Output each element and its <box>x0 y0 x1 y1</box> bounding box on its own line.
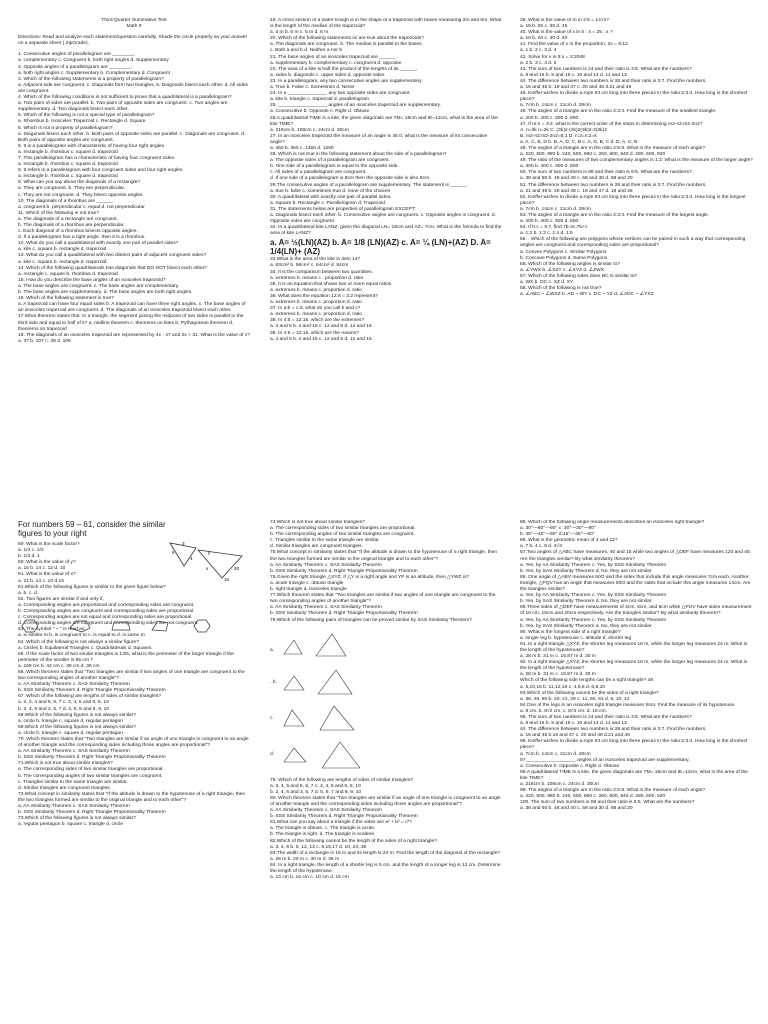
question-line: 55. . Which of the following are polygons whose vertices can be paired in such a way that corresponding angles are congruent and corresponding sides are proportional? <box>520 237 746 249</box>
question-line: A. n=3k n=2k C. (3k)2-(2k)2(3k)2-2(2k)2 <box>520 127 607 133</box>
questions-74-78 <box>270 520 502 624</box>
kite-area-formula-choices: a. A= ½(LN)(AZ) b. A= 1/8 (LN)(AZ) c. A= ¼ (LN)+(AZ) D. A= 1/4(LN)+ (AZ) <box>270 238 491 257</box>
question-line: a. Consecutive b. Opposite c. Right d. Obtuse <box>270 109 370 115</box>
question-line: b. SSS Similarity Theorem d. Right Triangle Proportionality Theorem <box>18 688 166 694</box>
question-line: 25. __________________ angles of an isosceles trapezoid are supplementary. <box>270 103 441 109</box>
question-line: a. kite c. square b. rectangle d. trapezoid <box>18 247 107 253</box>
question-line: a. acute triangle c. obtuse triangle <box>270 580 344 586</box>
question-line: a. 7cm b. 14cm c. 21cm d. 28cm <box>520 206 591 212</box>
question-line: 96. Kieffer wishes to divide a rope 63 cm long into three pieces in the ratio 2:3:4. How long is the shortest piece? <box>520 739 748 751</box>
option-d-label: d. <box>270 751 275 757</box>
question-line: a. 3, 4, 5 and 5, 6, 7 c. 3, 4, 5 and 6, 8, 10 <box>270 783 361 789</box>
question-line: 72.What concept in similarity states that "If the altitude is drawn to the hypotenuse of a right triangle, then the two triangles formed are similar to the original triangle and to each other"? <box>18 791 246 803</box>
question-line: 64. Which of the following is not always a similar figure? <box>18 639 139 645</box>
question-line: 95. The sum of two numbers is 24 and their ratio is 3:5. What are the numbers? <box>520 715 692 720</box>
question-line: a. 220, 600, 980 b. 240, 600, 960 c. 260, 600, 940 d. 280, 600, 920 <box>520 152 666 158</box>
question-line: a. AA Similarity Theorem c. SAS Similarity Theorem <box>270 808 382 814</box>
question-line: 34. It is the comparison between two quantities. <box>270 269 374 275</box>
question-line: a. Adjacent side are congruent. c. Diagonals form two triangles. b. Diagonals bisect each other. d. All sides are congruent. <box>18 82 248 94</box>
question-line: 36. What does the equation 12:8 = 3:2 represent? <box>270 293 378 299</box>
question-line: a. both right angles c. Supplementary b. Complementary d. Congruent <box>18 70 170 76</box>
question-line: 38. In 4:5 = 12:15, which are the means? <box>270 330 359 336</box>
question-line: a. AA Similarity Theorem c. SAS Similarity Theorem <box>270 562 382 568</box>
column-1-bottom <box>18 520 250 1020</box>
option-a-label: a. <box>270 647 275 653</box>
question-line: b. The triangle is right. d. The triangle is scalene. <box>270 832 376 838</box>
question-line: a. 8 cm. b. 8√2 cm. c. 8√3 cm. d. 16 cm. <box>520 708 607 714</box>
question-line: 79. Which of the following are lengths of sides of similar triangles? <box>270 777 413 783</box>
question-line: a. 13 cm b. 16 cm c. 10 cm d. 15 cm <box>270 875 349 881</box>
question-line: 47. If m:n = 3:2, what is the correct order of the steps in determining m2-n2:m2-2n2? <box>520 121 703 127</box>
question-line: 60. What is the value of y? <box>18 560 76 566</box>
question-line: a. 216cm b. 108cm c. 24cm d. 30cm <box>520 782 599 788</box>
question-line: a. 4 and 5 b. 4 and 15 c. 12 and 5 d. 12 and 15 <box>270 336 372 342</box>
question-line: a. Circles b. Equilateral Triangles c. Quadrilaterals d. Squares <box>18 645 152 651</box>
label-4: 4 <box>190 556 193 561</box>
question-line: 75.What concept in similarity states that "If the altitude is drawn to the hypotenuse of a right triangle, then the two triangles formed are similar to the original triangle and to each other"? <box>270 550 498 562</box>
questions-19-32 <box>270 18 502 237</box>
question-line: 91. In a right triangle △XYZ, the shorter leg measures 18 m, while the longer leg measures 24 m. What is the length of the hypotenuse? <box>520 641 748 653</box>
pair-a-large-triangle <box>316 634 346 656</box>
question-line: 92. In a right triangle △XYZ, the shorter leg measures 18 m, while the longer leg measures 24 m. What is the length of the hypotenuse? <box>520 660 748 672</box>
question-line: 76.Given the right triangle △XYZ, if △Y is a right angle and YP is an altitude, then △YWZ is? <box>270 574 470 580</box>
question-line: 24. In a ______________, any two opposite sides are congruent. <box>270 91 411 97</box>
question-line: a. They are congruent. b. They are perpendicular. <box>18 186 126 192</box>
question-line: a. Corresponding angles are proportional and corresponding sides are congruent. <box>18 602 195 608</box>
pair-b-small-triangle <box>284 676 304 690</box>
question-line: 58. Which of the following is not true? <box>520 286 602 292</box>
question-line: 63. The symbol " ~ " is read as, <box>18 627 86 633</box>
question-line: 67. Which of the following are lengths of sides of similar triangles? <box>18 694 161 700</box>
question-line: a. Diagonals bisect each other. b. Consecutive angles are congruent. c. Opposite angles is congruent. d. Opposite sides are congruent. <box>270 213 496 225</box>
large-triangle <box>198 550 242 578</box>
question-line: a. 7cm b. 14cm c. 21cm d. 28cm <box>520 103 591 109</box>
pair-c-small-triangle <box>284 710 304 726</box>
question-line: 48. The angles of a triangle are in the ratio 2:5:8. What is the measure of each angle? <box>520 145 706 151</box>
question-line: 100. The sum of two numbers is 88 and their ratio is 6:5. What are the numbers? <box>520 800 695 806</box>
shape-choices-figure <box>18 618 218 634</box>
question-line: a. 18 and 46 b.19 and 47 c. 20 and 48 d.21 and 49 <box>520 733 630 739</box>
question-line: 85. Which of the following angle measurements describes an isosceles right triangle? <box>520 520 705 525</box>
question-line: 26.A quadrilateral TIME is a kite, the given diagonals are TM= 18cm and IE=12cm, what is the area of the kite TIME? <box>270 115 498 127</box>
question-line: 66. Which theorem states that "Two triangles are similar if two angles of one triangle are congruent to the two corresponding angles of another triangle"? <box>18 669 245 682</box>
question-line: 20. Which of the following statements is/ are true about the trapezoids? <box>270 36 424 42</box>
question-line: a. 1 b. 2 c. 3 d. 4 <box>520 48 557 54</box>
question-line: b. Yes, by SAS Similarity Theorem d. No, they are not similar <box>520 568 652 574</box>
question-line: a. kite c. square b. rectangle d. trapezoid <box>18 259 107 265</box>
pair-d-small-triangle <box>284 748 306 762</box>
pair-a-small-triangle <box>284 640 302 654</box>
question-line: a. longer leg b. hypotenuse c. altitude d. shorter leg <box>520 635 632 641</box>
question-line: 19. A cross section of a water trough is in the shape of a trapezoid with bases measuring 2m and 6m. What is the length of the median of the trapezoid? <box>270 18 502 30</box>
question-line: 30. A quadrilateral with exactly one pair of parallel sides. <box>270 194 392 200</box>
question-line: a. Convex Polygons c. Similar Polygons <box>520 249 607 255</box>
label-x: x <box>206 566 209 571</box>
question-line: a. 38 and 50 b. 48 and 40 c. 58 and 30 d. 68 and 20 <box>520 806 633 812</box>
question-line: a. 30°—60°—90° c. 30°—30°—90° <box>520 526 596 532</box>
question-line: 42. Solve for x in 5:x = 3:2048 <box>520 54 585 60</box>
question-line: a. 5,10,15 b. 11,12,16 c. 4,5,6 d. 6,8,10 <box>520 684 606 690</box>
question-line: 15. How do you describe the base angles of an isosceles trapezoid? <box>18 277 166 283</box>
pair-c-large-triangle <box>320 706 354 730</box>
question-line: 49. The ratio of the measures of two complementary angles is 1:2. What is the measure of the larger angle? <box>520 158 753 164</box>
question-line: 94.One of the legs in an isosceles right triangle measures 8cm. Find the measure of its hypotenuse. <box>520 702 736 708</box>
similar-figures-heading: For numbers 59 – 61, consider the similar figures to your right <box>18 520 166 538</box>
question-line: 56. Which of the following angles is similar to? <box>520 261 621 267</box>
question-line: d. If a parallelogram has a right angle, then it is a rhombus. <box>18 235 146 241</box>
question-line: a. AA Similarity Theorem c. SAS Similarity Theorem <box>18 749 130 755</box>
question-line: 40. What is the value of x in 5 : 4 = 25 : x ? <box>520 30 613 36</box>
question-line: 68.Which of the following figures is not always similar? <box>18 712 136 718</box>
question-line: b. Concave Polygons d. Same Polygons <box>520 255 608 261</box>
question-line: a. 8 and 16 b. 9 and 15 c. 10 and 14 d. 11 and 13 <box>520 72 627 78</box>
option-c-label: c. <box>270 715 274 721</box>
given-hexagon <box>22 620 38 632</box>
question-line: c. All sides of a parallelogram are congruent. <box>270 170 367 176</box>
question-line: 53. The angles of a triangle are in the ratio 2:3:4. Find the measure of the largest angle. <box>520 213 710 218</box>
question-line: a. 21 and 49 b. 20 and 48 c. 19 and 47 d. 18 and 46 <box>520 188 633 194</box>
question-line: a. 10 b. 20 c. 30 d. 40 <box>520 36 568 42</box>
question-line: 33.What is the area of the kite in item 14? <box>270 257 361 263</box>
question-line: a. The diagonals are congruent. b. The median is parallel to the bases. <box>270 42 423 48</box>
question-line: a. AA Similarity Theorem c. SAS Similarity Theorem <box>18 682 130 688</box>
question-line: b. SSS Similarity Theorem d. Right Triangle Proportionality Theorem <box>270 814 418 820</box>
questions-33-38 <box>270 257 502 342</box>
question-line: 71.Which is not true about similar triangles? <box>18 761 113 767</box>
question-line: a. extremes b. means c. proportion d. ratio <box>270 312 362 318</box>
question-line: 23. In a parallelogram, any two consecutive angles are supplementary. <box>270 78 423 84</box>
question-line: c. Triangles similar to the same triangle are similar. <box>18 779 128 785</box>
choice-d-shape <box>194 620 210 632</box>
question-line: 90. What is the longest side of a right triangle? <box>520 629 621 635</box>
question-line: c. Both a and b d. Neither a nor b <box>270 48 343 54</box>
question-line: 77.Which theorem states that "Two triangles are similar if two angles of one triangle are congruent to the two corresponding angles of another triangle"? <box>270 593 496 605</box>
question-line: b. The base angles are supplementary. d. The base angles are both right angles. <box>18 290 193 296</box>
question-line: 44. The difference between two numbers is 28 and their ratio is 3:7. Find the numbers. <box>520 727 707 733</box>
question-line: 14. Which of the following quadrilaterals has diagonals that DO NOT bisect each other? <box>18 265 208 271</box>
label-15: 15 <box>224 577 230 582</box>
question-line: a. 3, 4, 5 b. 5, 12, 13 c. 8,15,17 d. 10, 24, 35 <box>270 844 367 850</box>
question-line: c. Corresponding angles are not equal and corresponding sides are proportional. <box>18 615 193 621</box>
question-line: a. The triangle is obtuse. c. The triangle is acute. <box>270 826 376 832</box>
question-line: a. is similar to b. is congruent to c. is equal to d. is same to <box>18 633 145 639</box>
question-line: b. The corresponding angles of two similar triangles are congruent. <box>18 773 163 779</box>
question-line: 27. In an isosceles trapezoid the measure of an angle is 45 0, what is the measure of its consecutive angle? <box>270 133 488 145</box>
question-line: 43. The sum of two numbers is 24 and their ratio is 3:5. What are the numbers? <box>520 66 692 72</box>
question-line: a. circle b. triangle c. square d. regular pentagon <box>18 718 123 724</box>
question-line: 29.The consecutive angles of a parallelogram are supplementary. The statement is ______. <box>270 182 469 188</box>
question-line: 5. Which is not a property of parallelogram? <box>18 125 113 131</box>
question-line: a. 220, 600, 980 b. 240, 600, 960 c. 260, 600, 940 d. 280, 600, 920 <box>520 794 666 800</box>
question-line: 10. The diagonals of a rhombus are ______. <box>18 198 115 204</box>
question-line: a. 2 b. 3 c. 4 d. 5 <box>520 60 557 66</box>
question-line: a. 63cm² b. 56cm² c. 64cm² d. 84cm <box>270 263 349 269</box>
question-line: a. Rhombus b. Isosceles Trapezoid c. Rectangle d. Square <box>18 119 146 125</box>
question-line: a. Square b. Rectangle c. Parallelogram d. Trapezoid <box>270 200 385 206</box>
question-line: 18. The diagonals of an isosceles trapezoid are represented by 4x - 47 and 2x + 31. What is the value of x? a. 37 b. 107 c. 39 d. 109 <box>18 332 250 344</box>
question-line: a. 216cm b. 108cm c. 24cm d. 30cm <box>270 127 349 133</box>
question-line: a. AA Similarity Theorem c. SAS Similarity Theorem <box>18 804 130 810</box>
question-line: a. regular pentagon b. square c. triangle d. circle <box>18 822 123 828</box>
question-line: 3. Which of the following statements is a property of parallelogram? <box>18 76 164 82</box>
question-line: a. 200 b. 400 c. 600 d. 800 <box>520 115 579 121</box>
question-line: 38. In 4:5 = 12:15, which are the extremes? <box>270 318 365 324</box>
question-line: a. 4 and 5 b. 4 and 15 c. 12 and 5 d. 12 and 15 <box>270 324 372 330</box>
question-line: a. A trapezoid can have four equal sides b. A trapezoid can have three right angles. c. The base angles of an isosceles trapezoid are congruent. d. The diagonals of an isosceles trapezoid bisect each other. <box>18 302 246 314</box>
question-line: b. 2, 4, 6 and 3, 5, 7 d. 4, 5, 6 and 8, 9, 10 <box>18 706 110 712</box>
question-line: 46. The angles of a triangle are in the ratio 2:3:4. Find the measure of the smallest triangle. <box>520 109 717 115</box>
label-y: y <box>208 550 211 555</box>
question-line: 39. What is the value of m in 2:5 = 14:m? <box>520 18 610 23</box>
question-line: a. True b. False c. Sometimes d. Never <box>270 85 355 91</box>
question-line: a. extremes b. means c. proportion d. ratio <box>270 300 362 306</box>
question-line: a. supplementary b. complementary c. congruent d. opposite <box>270 60 402 66</box>
question-line: 78.Which of the following pairs of triangles can be proved similar by SAS Similarity Theorem? <box>270 617 472 623</box>
question-line: 52. Kieffer wishes to divide a rope 63 cm long into three pieces in the ratio 2:3:4. How long is the longest piece? <box>520 194 746 206</box>
question-line: 73.Which of the following figures is not always similar? <box>18 816 136 822</box>
question-line: d. Similar triangles are congruent triangles. <box>18 785 111 791</box>
question-line: 13. What do you call a quadrilateral with two distinct pairs of adjacent congruent sides? <box>18 253 207 259</box>
question-line: a. A, C, B, D b. B, A, D, C, B c. A, D, B, C d. D, A, C, B <box>520 139 638 145</box>
question-line: a. ∠YWX b. ∠XZY c. ∠XYZ d. ∠ZWX <box>520 267 605 273</box>
directions: Directions: Read and analyze each statement/question carefully. Shade the circle properly as your answer on a separate sheet ( ZipGrade). <box>18 35 248 47</box>
question-line: a. 28 m b. 31 m c. 15.87 m d. 30 m <box>520 654 596 660</box>
column-3-top <box>520 18 755 438</box>
question-line: 80. Which theorem states that "Two triangles are similar if an angle of one triangle is congruent to an angle of another triangle and the corresponding sides including those angles are proportional"? <box>270 795 501 807</box>
question-line: a. extremes b. means c . proportion d. ratio <box>270 275 364 281</box>
question-line: a. WX b. DC c. XZ d. XY <box>520 280 574 286</box>
question-line: a. b. c. d. <box>18 590 39 596</box>
question-line: 61. What is the value of x? <box>18 572 76 578</box>
question-line: 59. What is the scale factor? <box>18 542 80 547</box>
question-line: 62. Two figures are similar if and only if, <box>18 596 104 602</box>
question-line: a. Two pairs of sides are parallel. b. Two pairs of opposite sides are congruent. c. Two angles are supplementary. d. Two diagonals bisect each other. <box>18 101 228 113</box>
label-20: 20 <box>234 566 240 571</box>
question-line: 86. What is the geometric mean of 4 and 12? <box>520 538 618 544</box>
question-line: a. 7 b. 4 c. 8 d. 4√3 <box>520 544 562 550</box>
column-2-top <box>270 18 502 443</box>
question-line: c. Each diagonal of a rhombus bisects opposite angles. <box>18 229 138 235</box>
question-line: b. 1/3 d. 1 <box>18 554 40 560</box>
question-line: a. 2, 3, 4 and 5, 6, 7 c. 3, 4, 5 and 6, 8, 10 <box>18 700 109 706</box>
questions-85-100 <box>520 520 755 813</box>
question-line: a. rectangle b. rhombus c. square d. trapezoid <box>18 149 118 155</box>
column-3-bottom <box>520 520 755 1020</box>
choice-b-shape <box>112 622 130 630</box>
question-line: 32. In a quadrilateral kite LANZ, given the diagonal LN= 18cm and AZ= 7cm. What is the formula to find the area of kite LANZ? <box>270 225 502 237</box>
question-line: a. Consecutive b. Opposite c. Right d. Obtuse <box>520 763 620 769</box>
triangle-pairs-figure <box>280 628 390 778</box>
question-line: 93.Which of the following cannot be the sides of a right triangle? <box>520 690 659 696</box>
question-line: b. right triangle d. isosceles triangle <box>270 587 347 593</box>
question-line: 44. The difference between two numbers is 28 and their ratio is 3:7. Find the numbers. <box>520 78 707 84</box>
question-line: a. 169 cm b. 42 cm c. 39 cm d. 36 cm <box>18 663 100 669</box>
question-line: a. The base angles are congruent. c. The base angles are complementary. <box>18 283 180 289</box>
question-line: b. 2, 4, 6 and 3, 5, 7 d. 5, 6, 7 and 8, 9, 10 <box>270 789 362 795</box>
question-line: a. rectangle b. rhombus c. square d. trapezoid <box>18 162 118 168</box>
question-line: a. 28 m b. 31 m c. 15.87 m d. 30 m <box>520 672 596 678</box>
question-line: 28. Which is not true in the following statement about the side of a parallelogram? <box>270 152 447 158</box>
question-line: a. 300 b. 400 c. 500 d. 600 <box>520 164 579 170</box>
question-line: c. They are not congruent. d. They bisect opposite angles. <box>18 192 144 198</box>
question-line: 22. The area of a kite is half the product of the lengths of its ______. <box>270 66 418 72</box>
question-line: a. congruent b. perpendicular c. equal d. not perpendicular <box>18 204 145 210</box>
question-line: b. SSS Similarity Theorem d. Right Triangle Proportionality Theorem <box>18 755 166 761</box>
question-line: 17.What theorem states that: In a triangle, the segment joining the midpoint of two sides is parallel to the third side and equal to half of it? a. midline theorem c. theorems on kites b. Pythagorean theorem d. theorems on trapezoid <box>18 314 244 332</box>
questions-59-73 <box>18 542 250 828</box>
questions-39-58 <box>520 18 755 298</box>
question-line: 8. It refers to a parallelogram with four congruent sides and four right angles. <box>18 168 184 174</box>
question-line: a. 21 b. 14 c. 10 d.15 <box>18 578 64 584</box>
question-line: 1. Consecutive angles of parallelogram are ________. <box>18 52 136 58</box>
question-line: 81.What can you say about a triangle if the sides are a² + b² = c²? <box>270 820 412 826</box>
question-line: B. m2-n2:m2-2n2=5:1 D. n:3=n:2=k <box>520 133 597 139</box>
question-line: a. rectangle b. rhombus c. square d. trapezoid <box>18 174 118 180</box>
question-line: 11. Which of the following is not true? <box>18 210 99 216</box>
question-line: a. 1:2 b. 1:3 c. 1:4 d. 1:5 <box>520 231 573 237</box>
question-line: a. 18 and 46 b. 19 and 47 c. 20 and 48 d.21 and 49 <box>520 85 632 91</box>
question-line: 57. Which of the following sides does BC is similar to? <box>520 273 638 279</box>
question-line: 41. Find the value of x in the proportion, 2x = 8:12 <box>520 42 628 48</box>
question-line: 82.Which of the following cannot be the length of the sides of a right triangle? <box>270 838 437 844</box>
question-line: a. 8 and 16 b. 9 and 15 c. 10 and 14 d. 11 and 13 <box>520 721 627 727</box>
column-1-top <box>18 18 250 438</box>
question-line: a. 38 and 50 b. 48 and 40 c. 58 and 30 d. 68 and 20 <box>520 176 633 182</box>
question-line: a. Yes, by AA Similarity Theorem c. Yes, by SSS Similarity Theorem <box>520 617 667 623</box>
question-line: 51. The difference between two numbers is 28 and their ratio is 3:7. Find the numbers. <box>520 182 707 188</box>
question-line: 69.Which of the following figures is not always similar? <box>18 724 136 730</box>
question-line: 9. What can you say about the diagonals of a rectangle? <box>18 180 141 186</box>
question-line: a. 450 b. 350 c. 1350 d. 1250 <box>270 145 334 151</box>
question-line: b. Yes, by SAS Similarity Theorem d. No, they are not similar <box>520 623 652 629</box>
question-line: a. complementary c. Congruent b. both right angles d. Supplementary <box>18 58 169 64</box>
question-line: b. SSS Similarity Theorem d. Right Triangle Proportionality Theorem <box>18 810 166 816</box>
question-line: 50. The sum of two numbers is 88 and their ratio is 6:5. What are the numbers? <box>520 170 692 176</box>
question-line: a. 200 b. 400 c. 600 d. 800 <box>520 219 579 225</box>
question-line: 61.Which of the following figures is similar to the given figure below? <box>18 584 166 590</box>
question-line: b. SSS Similarity Theorem d. Right Triangle Proportionality Theorem <box>270 568 418 574</box>
question-line: a. Diagonals bisect each other. b. Both pairs of opposite sides are parallel. c. Diagonals are congruent. d. Both pairs of opposite angles are congruent. <box>18 131 246 143</box>
question-line: a. The opposite sides of a parallelogram are congruent. <box>270 158 390 164</box>
triangle-pair-options <box>270 628 502 778</box>
question-line: a. Yes, by AA Similarity Theorem c. Yes, by SSS Similarity Theorem <box>520 562 667 568</box>
question-line: 2. Opposite angles of a parallelogram are ________. <box>18 64 133 70</box>
question-line: 31. The statements below are properties of parallelogram EXCEPT: <box>270 206 416 212</box>
questions-1-18 <box>18 52 250 345</box>
question-line: 21. The base angles of an isosceles trapezoid are ______. <box>270 54 397 60</box>
question-line: 65. If the scale factor of two similar triangles is 13/5, what is the perimeter of the larger triangle if the perimeter of the smaller is 65 cm ? <box>18 651 234 663</box>
question-line: a. 36, 48, 60 b. 20, 21, 29 c. 11, 60, 61 d. 5, 10, 12 <box>520 696 630 702</box>
question-line: d. If one side of a parallelogram is 8cm then the opposite side is also 8cm <box>270 176 430 182</box>
question-line: a. ∠ABC ~ ∠WXZ b. AD ~ WY c. DC ~ YZ d. ∠ADC ~ ∠YXZ <box>520 292 654 298</box>
question-line: a. 4 m b. 6 m c. 5 m d. 8 m <box>270 30 329 36</box>
question-line: c. Triangles similar to the same triangle are similar. <box>270 538 380 544</box>
pair-b-large-triangle <box>318 670 352 694</box>
question-line: a. rectangle c. square b. rhombus d. trapezoid <box>18 271 118 277</box>
question-line: 99. The angles of a triangle are in the ratio 2:5:8. What is the measure of each angle? <box>520 788 706 794</box>
question-line: b. The corresponding angles of two similar triangles are congruent. <box>270 532 415 538</box>
question-line: a. extremes b. means c. proportion d. ratio <box>270 287 362 293</box>
question-line: 7. This parallelogram has a characteristic of having four congruent sides. <box>18 155 176 161</box>
question-line: 87.Two angles of △ABC have measures, 40 and 15 while two angles of △DEF have measures 120 and 40. Are the triangles similar? By what similarity theorem? <box>520 550 751 562</box>
test-title: Third Quarter Summative Test <box>101 18 167 23</box>
choice-a-shape <box>70 621 90 632</box>
question-line: b. Yes, by SAS Similarity Theorem d. No, they are not similar <box>520 599 652 605</box>
question-line: 54. If b:c = 5:7, find 7b-3c:7b+c <box>520 225 588 231</box>
question-line: a. 15 b. 25 c. 35 d. 45 <box>520 24 568 30</box>
question-line: 70. Which theorem states that "Two triangles are similar if an angle of one triangle is congruent to an angle of another triangle and the corresponding sides including those angles are proportional"? <box>18 737 249 749</box>
question-line: a. 7cm b. 14cm c. 21cm d. 28cm <box>520 751 591 757</box>
question-line: 37. In a:b = c:d, what do you call b and c? <box>270 306 361 312</box>
choice-c-shape <box>152 621 168 631</box>
question-line: 89.Three sides of △DEF have measurements of 4cm, 6cm, and 8cm while △PUV have sides measurement of 10 cm, 15cm and 20cm respectively. Are the triangles similar? By what similarity theorem? <box>520 605 752 617</box>
question-line: a. The corresponding sides of two similar triangles are proportional. <box>270 526 416 532</box>
question-line: a. 28 m b. 29 m c. 30 m d. 36 m <box>270 856 340 862</box>
question-line: a. sides b. diagonals c. upper sides d. opposite sides <box>270 72 385 78</box>
question-line: b. The diagonals of a rhombus are perpendicular. <box>18 223 125 228</box>
question-line: 97.__________________ angles of an isosceles trapezoid are supplementary. <box>520 757 690 763</box>
question-line: a. The diagonals of a rectangle are congruent. <box>18 216 118 222</box>
question-line: 5. Which of the following is not a special type of parallelogram? <box>18 113 155 119</box>
question-line: 74.Which is not true about similar triangles? <box>270 520 365 525</box>
question-line: b. One side of a parallelogram is equal to the opposite side. <box>270 164 399 170</box>
question-line: 6. It is a parallelogram with characteristic of having four right angles. <box>18 143 166 149</box>
question-line: a. kite b. triangle c. trapezoid d. parallelogram <box>270 97 369 103</box>
question-line: 45. Kieffer wishes to divide a rope 63 cm long into three pieces in the ratio 2:3:4. How long is the shortest piece? <box>520 91 748 103</box>
question-line: a. The corresponding sides of two similar triangles are proportional. <box>18 767 164 773</box>
pair-d-large-triangle <box>322 742 360 768</box>
test-subject: Math 9 <box>126 24 142 30</box>
question-line: 98.A quadrilateral TIME is a kite, the given diagonals are TM= 18cm and IE=12cm, what is the area of the kite TIME? <box>520 769 748 781</box>
question-line: a. 1/4 c. 1/2 <box>18 548 44 554</box>
question-line: a. 15 b. 14 c. 12 d. 10 <box>18 566 66 572</box>
question-line: 84. In a right triangle, the length of a shorter leg is 5 cm. and the length of a longer leg is 12 cm. Determine the length of the hypotenuse. <box>270 862 501 874</box>
question-line: d. Corresponding angles are congruent and corresponding sides are not congruent. <box>18 621 199 627</box>
question-line: a. circle b. triangle c. square d. regular pentagon <box>18 730 123 736</box>
option-b-label: . b. <box>270 679 277 685</box>
question-line: 35. It is an equation that shows two or more equal ratios. <box>270 281 393 287</box>
question-line: Which of the following side lengths can be a right triangle? 48 <box>520 678 653 684</box>
question-line: 88. One angle of △ABV measures 50O and the sides that include this angle measures 7cm each. Another triangle, △PQV has an angle that measures 50O and the sides that include this angle measures 14cm. Are the triangles similar? <box>520 574 751 593</box>
question-line: b. 45°—45°—90° d.45°—45°—60° <box>520 532 595 538</box>
similar-triangles-figure <box>168 540 248 582</box>
question-line: 12. What do you call a quadrilateral with exactly one pair of parallel sides? <box>18 241 179 247</box>
question-line: a. true b. false c. sometimes true d. none of the choices <box>270 188 391 194</box>
question-line: b. Corresponding angles are congruent and corresponding sides are proportional. <box>18 609 195 615</box>
label-6: 6 <box>172 550 175 555</box>
label-3: 3 <box>182 541 185 546</box>
question-line: d. Similar triangles are congruent triangles. <box>270 544 363 550</box>
question-line: 4. Which of the following conditions is not sufficient to prove that a quadrilateral is a parallelogram? <box>18 95 232 101</box>
question-line: 16. Which of the following statement is true? <box>18 296 114 302</box>
question-line: a. AA Similarity Theorem c. SAS Similarity Theorem <box>270 605 382 611</box>
question-line: b. SSS Similarity Theorem d. Right Triangle Proportionality Theorem <box>270 611 418 617</box>
column-2-bottom <box>270 520 502 1020</box>
questions-79-84 <box>270 778 502 882</box>
question-line: 83.The width of a rectangle is 18 m and its length is 24 m. Find the length of the diagonal of the rectangle? <box>270 850 501 856</box>
question-line: a. Yes, by AA Similarity Theorem c. Yes, by SSS Similarity Theorem <box>520 593 667 599</box>
